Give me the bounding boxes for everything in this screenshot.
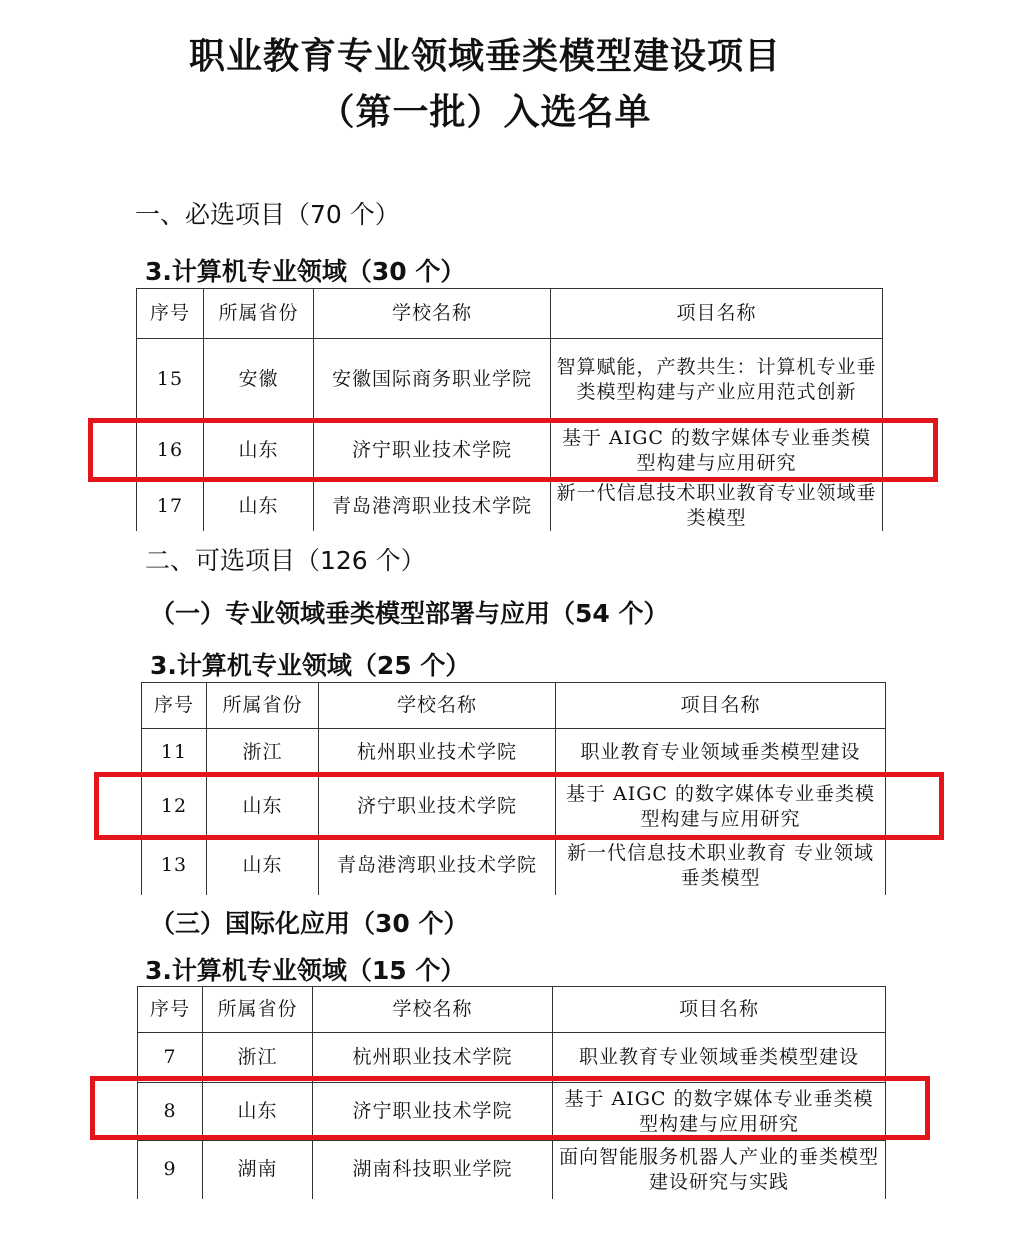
row-school: 济宁职业技术学院	[319, 777, 556, 837]
row-province: 山东	[203, 1083, 313, 1141]
row-project: 新一代信息技术职业教育 专业领域垂类模型	[556, 837, 886, 895]
section1-table	[136, 288, 883, 531]
table-row	[142, 729, 886, 777]
row-province: 安徽	[204, 339, 314, 421]
table-row	[138, 1083, 886, 1141]
row-no: 9	[138, 1141, 203, 1199]
row-province: 湖南	[203, 1141, 313, 1199]
section2-sub3-table	[137, 986, 886, 1199]
row-no: 17	[137, 481, 204, 532]
row-school: 安徽国际商务职业学院	[314, 339, 551, 421]
row-no: 11	[142, 729, 207, 777]
row-project: 智算赋能，产教共生：计算机专业垂类模型构建与产业应用范式创新	[551, 339, 883, 421]
row-project: 基于 AIGC 的数字媒体专业垂类模型构建与应用研究	[556, 777, 886, 837]
row-school: 济宁职业技术学院	[314, 421, 551, 481]
row-province: 山东	[204, 481, 314, 532]
section2-heading: 二、可选项目（126 个）	[145, 546, 426, 575]
header-school: 学校名称	[314, 289, 551, 339]
row-no: 13	[142, 837, 207, 895]
table-row	[138, 1141, 886, 1199]
header-province: 所属省份	[204, 289, 314, 339]
row-school: 杭州职业技术学院	[319, 729, 556, 777]
table-row	[137, 339, 883, 421]
row-project: 基于 AIGC 的数字媒体专业垂类模型构建与应用研究	[553, 1083, 886, 1141]
row-no: 7	[138, 1033, 203, 1083]
row-province: 山东	[207, 837, 319, 895]
section1-subheading: 3.计算机专业领域（30 个）	[145, 257, 466, 286]
row-project: 基于 AIGC 的数字媒体专业垂类模型构建与应用研究	[551, 421, 883, 481]
row-no: 12	[142, 777, 207, 837]
header-no: 序号	[142, 683, 207, 729]
row-school: 杭州职业技术学院	[313, 1033, 553, 1083]
header-project: 项目名称	[553, 987, 886, 1033]
row-school: 青岛港湾职业技术学院	[319, 837, 556, 895]
table-header-row	[142, 683, 886, 729]
header-no: 序号	[137, 289, 204, 339]
row-province: 山东	[207, 777, 319, 837]
row-province: 浙江	[203, 1033, 313, 1083]
row-project: 面向智能服务机器人产业的垂类模型建设研究与实践	[553, 1141, 886, 1199]
row-no: 8	[138, 1083, 203, 1141]
row-no: 15	[137, 339, 204, 421]
row-school: 济宁职业技术学院	[313, 1083, 553, 1141]
table-row	[142, 777, 886, 837]
section1-heading: 一、必选项目（70 个）	[135, 200, 400, 229]
header-school: 学校名称	[319, 683, 556, 729]
header-project: 项目名称	[556, 683, 886, 729]
header-project: 项目名称	[551, 289, 883, 339]
table-header-row	[137, 289, 883, 339]
document-title-line2: （第一批）入选名单	[318, 92, 652, 133]
row-project: 职业教育专业领域垂类模型建设	[556, 729, 886, 777]
table-row	[138, 1033, 886, 1083]
row-school: 青岛港湾职业技术学院	[314, 481, 551, 532]
header-province: 所属省份	[207, 683, 319, 729]
section2-sub1-subheading: 3.计算机专业领域（25 个）	[150, 651, 471, 680]
row-no: 16	[137, 421, 204, 481]
row-province: 山东	[204, 421, 314, 481]
table-header-row	[138, 987, 886, 1033]
row-province: 浙江	[207, 729, 319, 777]
row-project: 新一代信息技术职业教育专业领域垂类模型	[551, 481, 883, 532]
table-row	[137, 481, 883, 532]
row-school: 湖南科技职业学院	[313, 1141, 553, 1199]
row-project: 职业教育专业领域垂类模型建设	[553, 1033, 886, 1083]
section2-sub1-table	[141, 682, 886, 895]
section2-sub3-subheading: 3.计算机专业领域（15 个）	[145, 956, 466, 985]
section2-sub3-heading: （三）国际化应用（30 个）	[150, 909, 469, 938]
table-row	[142, 837, 886, 895]
table-row	[137, 421, 883, 481]
header-no: 序号	[138, 987, 203, 1033]
header-province: 所属省份	[203, 987, 313, 1033]
header-school: 学校名称	[313, 987, 553, 1033]
document-title-line1: 职业教育专业领域垂类模型建设项目	[188, 36, 781, 77]
section2-sub1-heading: （一）专业领域垂类模型部署与应用（54 个）	[150, 599, 669, 628]
